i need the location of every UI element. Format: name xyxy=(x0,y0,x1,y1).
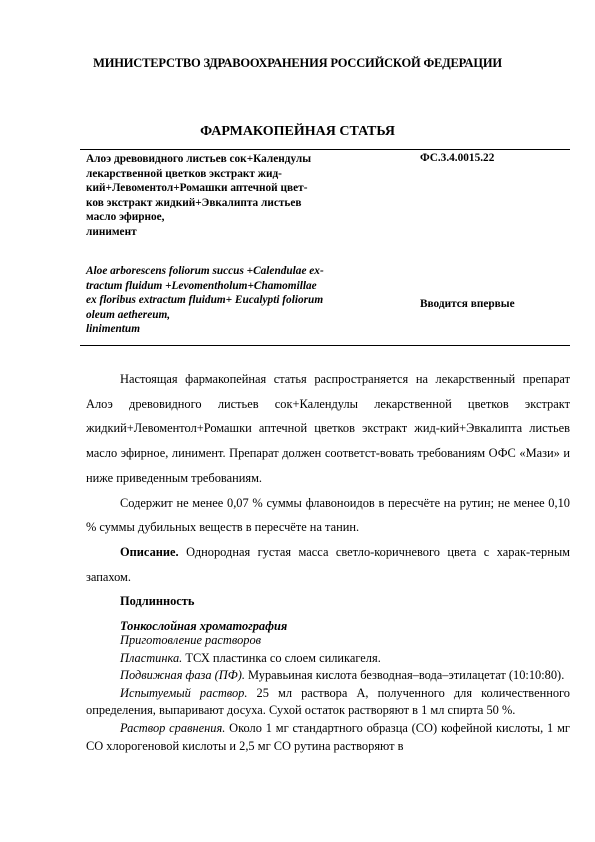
reference-solution-label: Раствор сравнения. xyxy=(120,720,226,735)
authenticity-heading: Подлинность xyxy=(120,594,195,609)
mobile-phase-label: Подвижная фаза (ПФ). xyxy=(120,668,245,683)
mobile-phase-paragraph xyxy=(86,667,570,685)
content-paragraph: Содержит не менее 0,07 % суммы флавоноидов в пересчёте на рутин; не менее 0,10 % суммы дубильных веществ в пересчёте на танин. xyxy=(86,495,570,535)
document-title: ФАРМАКОПЕЙНАЯ СТАТЬЯ xyxy=(200,124,395,139)
plate-paragraph xyxy=(86,650,570,668)
test-solution-text: 25 мл раствора А, полученного для количественного определения, выпаривают досуха. Сухой остаток растворяют в 1 мл спирта 50 %. xyxy=(86,685,570,718)
article-name-lat-line: ex floribus extractum fluidum+ Eucalypti foliorum xyxy=(86,294,324,307)
article-name-lat xyxy=(86,264,381,337)
article-name-ru-line: ков экстракт жидкий+Эвкалипта листьев xyxy=(86,196,302,209)
reference-solution-text: Около 1 мг стандартного образца (СО) кофейной кислоты, 1 мг СО хлорогеновой кислоты и 2,5 мг СО рутина растворяют в xyxy=(86,720,571,753)
tlc-heading: Тонкослойная хроматография xyxy=(120,619,288,634)
solutions-prep-heading: Приготовление растворов xyxy=(120,633,262,647)
article-name-lat-line: linimentum xyxy=(86,323,140,336)
mobile-phase-text: Муравьиная кислота безводная–вода–этилацетат (10:10:80). xyxy=(244,668,565,683)
description-text: Однородная густая масса светло-коричневого цвета с харак-терным запахом. xyxy=(86,544,570,584)
test-solution-paragraph xyxy=(86,685,570,720)
description-label: Описание. xyxy=(120,544,179,559)
reference-solution-paragraph xyxy=(86,720,570,755)
body-section-main xyxy=(86,367,570,639)
article-name-ru-line: Алоэ древовидного листьев сок+Календулы xyxy=(86,153,312,165)
test-solution-label: Испытуемый раствор. xyxy=(120,685,248,700)
article-name-ru-line: кий+Левоментол+Ромашки аптечной цвет- xyxy=(86,182,308,195)
article-name-ru-line: масло эфирное, xyxy=(86,211,165,224)
header-top-rule xyxy=(80,149,570,150)
article-name-lat-line: Aloe arborescens foliorum succus +Calendulae ex- xyxy=(86,265,324,277)
article-code: ФС.3.4.0015.22 xyxy=(420,152,495,164)
plate-text: ТСХ пластинка со слоем силикагеля. xyxy=(182,650,381,665)
article-name-ru-line: лекарственной цветков экстракт жид- xyxy=(86,167,282,180)
article-name-lat-line: tractum fluidum +Levomentholum+Chamomillae xyxy=(86,279,317,292)
description-paragraph xyxy=(86,540,570,589)
article-name-ru xyxy=(86,152,381,240)
intro-paragraph: Настоящая фармакопейная статья распространяется на лекарственный препарат Алоэ древовидного листьев сок+Календулы лекарственной цветков экстракт жидкий+Левоментол+Ромашки аптечной цветков экстракт жид-кий+Эвкалипта листьев масло эфирное, линимент. Препарат должен соответст-вовать требованиям ОФС «Мази» и ниже приведенным требованиям. xyxy=(86,372,570,485)
ministry-heading: МИНИСТЕРСТВО ЗДРАВООХРАНЕНИЯ РОССИЙСКОЙ ФЕДЕРАЦИИ xyxy=(93,56,502,70)
article-name-lat-line: oleum aethereum, xyxy=(86,308,171,321)
body-section-tlc xyxy=(86,632,570,755)
header-bottom-rule xyxy=(80,345,570,346)
article-status: Вводится впервые xyxy=(420,298,515,310)
article-name-ru-line: линимент xyxy=(86,225,137,238)
plate-label: Пластинка. xyxy=(120,650,183,665)
